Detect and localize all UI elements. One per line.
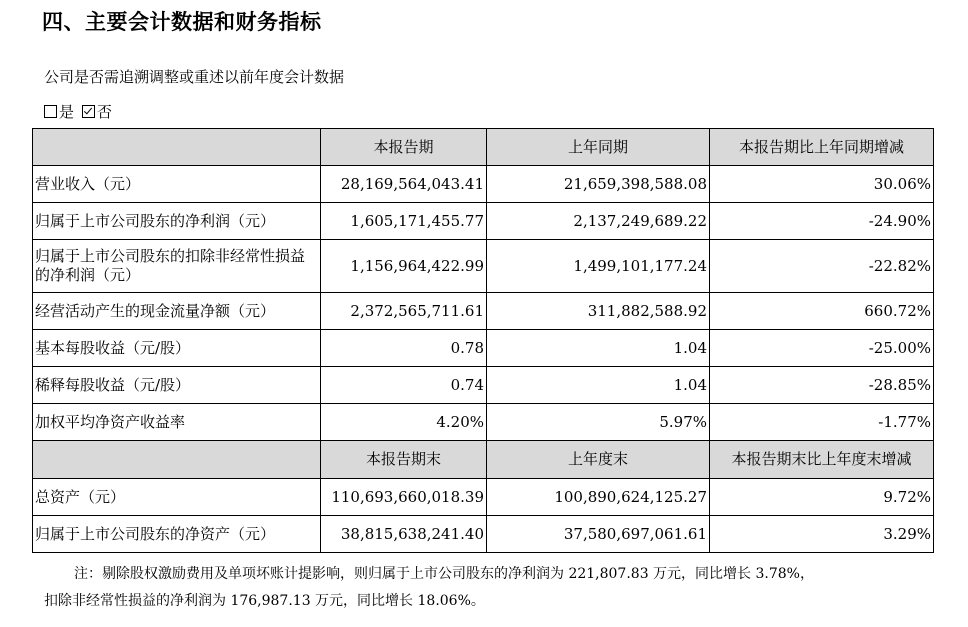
cell-current: 4.20% bbox=[321, 404, 487, 441]
row-label: 归属于上市公司股东的扣除非经常性损益的净利润（元） bbox=[33, 240, 321, 293]
cell-current: 2,372,565,711.61 bbox=[321, 293, 487, 330]
table-row bbox=[33, 240, 934, 293]
table-row bbox=[33, 166, 934, 203]
cell-change: 3.29% bbox=[710, 516, 934, 553]
table-row bbox=[33, 516, 934, 553]
table-row bbox=[33, 404, 934, 441]
restatement-options bbox=[44, 101, 120, 122]
cell-change: 9.72% bbox=[710, 479, 934, 516]
header-cell-period-end: 本报告期末 bbox=[321, 441, 487, 479]
cell-change: -28.85% bbox=[710, 367, 934, 404]
cell-change: -22.82% bbox=[710, 240, 934, 293]
option-no[interactable] bbox=[82, 101, 112, 122]
cell-current: 110,693,660,018.39 bbox=[321, 479, 487, 516]
row-label: 营业收入（元） bbox=[33, 166, 321, 203]
checkbox-no-checked[interactable] bbox=[82, 105, 95, 118]
cell-prior: 1.04 bbox=[487, 330, 710, 367]
table-row bbox=[33, 367, 934, 404]
cell-current: 28,169,564,043.41 bbox=[321, 166, 487, 203]
cell-change: -24.90% bbox=[710, 203, 934, 240]
footnote-line-1: 注：剔除股权激励费用及单项坏账计提影响，则归属于上市公司股东的净利润为 221,807.83 万元，同比增长 3.78%， bbox=[74, 566, 814, 582]
option-yes[interactable] bbox=[44, 101, 74, 122]
cell-prior: 1.04 bbox=[487, 367, 710, 404]
table-row bbox=[33, 203, 934, 240]
option-yes-label: 是 bbox=[59, 103, 75, 121]
restatement-question: 公司是否需追溯调整或重述以前年度会计数据 bbox=[44, 68, 345, 86]
row-label: 加权平均净资产收益率 bbox=[33, 404, 321, 441]
cell-prior: 1,499,101,177.24 bbox=[487, 240, 710, 293]
cell-prior: 311,882,588.92 bbox=[487, 293, 710, 330]
header-cell-blank bbox=[33, 441, 321, 479]
option-no-label: 否 bbox=[97, 103, 113, 121]
row-label: 稀释每股收益（元/股） bbox=[33, 367, 321, 404]
row-label: 经营活动产生的现金流量净额（元） bbox=[33, 293, 321, 330]
header-cell-prior-period: 上年同期 bbox=[487, 129, 710, 166]
cell-change: 660.72% bbox=[710, 293, 934, 330]
table-row bbox=[33, 293, 934, 330]
header-cell-prior-year-end: 上年度末 bbox=[487, 441, 710, 479]
header-cell-period-change: 本报告期比上年同期增减 bbox=[710, 129, 934, 166]
header-cell-current-period: 本报告期 bbox=[321, 129, 487, 166]
cell-current: 0.78 bbox=[321, 330, 487, 367]
cell-change: -1.77% bbox=[710, 404, 934, 441]
cell-change: 30.06% bbox=[710, 166, 934, 203]
section-title: 四、主要会计数据和财务指标 bbox=[42, 10, 322, 34]
row-label: 基本每股收益（元/股） bbox=[33, 330, 321, 367]
cell-prior: 5.97% bbox=[487, 404, 710, 441]
row-label: 归属于上市公司股东的净资产（元） bbox=[33, 516, 321, 553]
cell-current: 1,605,171,455.77 bbox=[321, 203, 487, 240]
cell-prior: 100,890,624,125.27 bbox=[487, 479, 710, 516]
cell-prior: 2,137,249,689.22 bbox=[487, 203, 710, 240]
financial-data-table bbox=[32, 128, 934, 553]
cell-prior: 21,659,398,588.08 bbox=[487, 166, 710, 203]
row-label: 归属于上市公司股东的净利润（元） bbox=[33, 203, 321, 240]
table-header-row bbox=[33, 441, 934, 479]
footnote-line-2: 扣除非经常性损益的净利润为 176,987.13 万元，同比增长 18.06%。 bbox=[44, 593, 485, 609]
table-header-row bbox=[33, 129, 934, 166]
header-cell-blank bbox=[33, 129, 321, 166]
table-row bbox=[33, 479, 934, 516]
cell-current: 1,156,964,422.99 bbox=[321, 240, 487, 293]
checkbox-yes[interactable] bbox=[44, 105, 57, 118]
cell-current: 38,815,638,241.40 bbox=[321, 516, 487, 553]
cell-change: -25.00% bbox=[710, 330, 934, 367]
cell-prior: 37,580,697,061.61 bbox=[487, 516, 710, 553]
row-label: 总资产（元） bbox=[33, 479, 321, 516]
table-row bbox=[33, 330, 934, 367]
header-cell-year-end-change: 本报告期末比上年度末增减 bbox=[710, 441, 934, 479]
footnote bbox=[44, 561, 924, 615]
cell-current: 0.74 bbox=[321, 367, 487, 404]
